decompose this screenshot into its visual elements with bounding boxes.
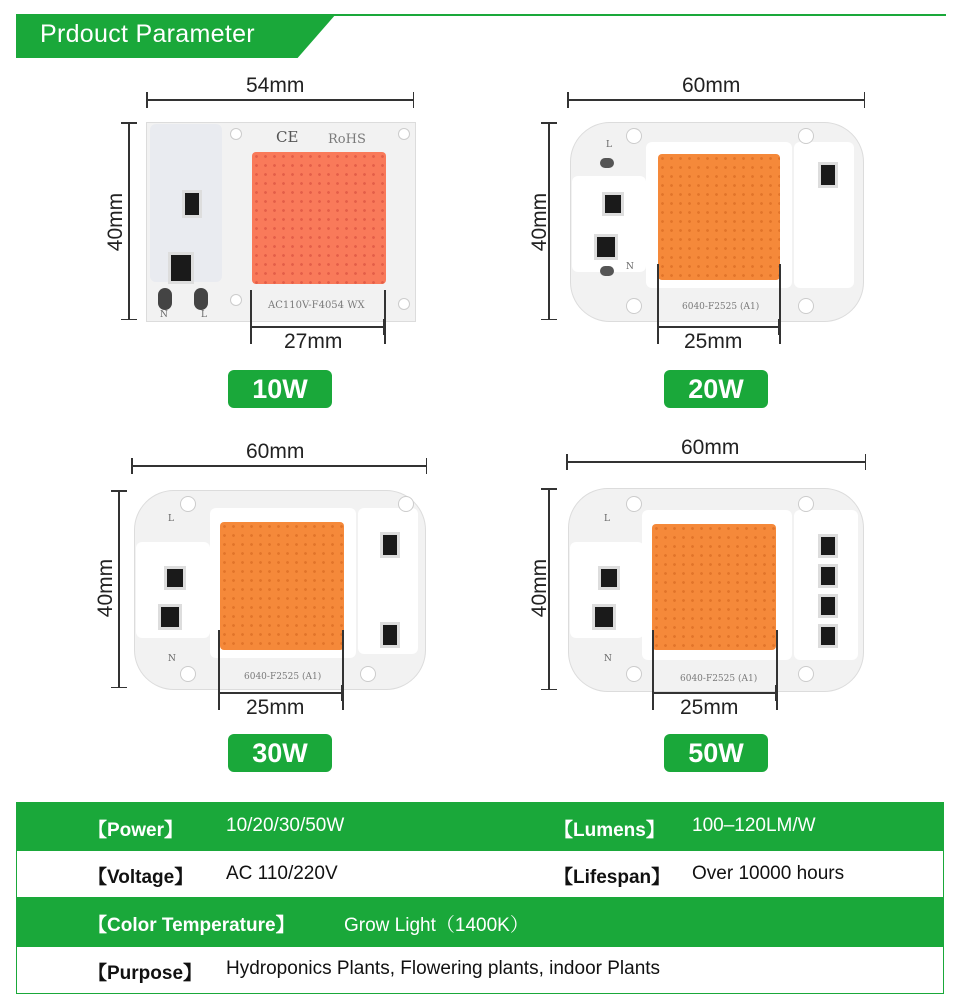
board-code: 6040-F2525 (A1) [680, 674, 758, 684]
mounting-hole [798, 496, 814, 512]
terminal-l: L [201, 310, 207, 320]
lifespan-value: Over 10000 hours [692, 863, 845, 884]
width-dimension-line [566, 461, 866, 463]
color-temperature-value: Grow Light（1400K） [344, 915, 529, 936]
board-code: 6040-F2525 (A1) [244, 672, 322, 682]
led-chip [658, 154, 780, 280]
voltage-value: AC 110/220V [226, 863, 338, 884]
component [818, 594, 838, 618]
height-label: 40mm [104, 192, 127, 252]
component [182, 190, 202, 218]
terminal-n: N [160, 310, 168, 320]
height-label: 40mm [528, 192, 551, 252]
watt-badge: 10W [228, 370, 332, 408]
width-dimension-line [131, 465, 427, 467]
chip-dimension-line [657, 326, 779, 328]
lumens-value: 100–120LM/W [692, 815, 816, 836]
mounting-hole [798, 666, 814, 682]
width-label: 54mm [246, 74, 305, 97]
height-dimension-line [118, 490, 120, 688]
purpose-label: 【Purpose】 [88, 963, 203, 984]
board-code: AC110V-F4054 WX [268, 300, 365, 311]
component [818, 162, 838, 188]
chip-size-label: 25mm [246, 696, 305, 719]
width-label: 60mm [246, 440, 305, 463]
solder-pad [600, 158, 614, 168]
terminal-l: L [606, 140, 612, 150]
terminal-l: L [168, 514, 174, 524]
terminal-n: N [168, 654, 176, 664]
chip-dimension-line [218, 692, 342, 694]
height-label: 40mm [94, 558, 117, 618]
component [168, 252, 194, 284]
terminal-n: N [604, 654, 612, 664]
terminal-n: N [626, 262, 634, 272]
solder-pad [194, 288, 208, 310]
chip-size-label: 25mm [680, 696, 739, 719]
mounting-hole [230, 128, 242, 140]
component [818, 534, 838, 558]
chip-dim-tick [384, 290, 386, 344]
component [158, 604, 182, 630]
chip-dim-tick [779, 264, 781, 344]
chip-size-label: 27mm [284, 330, 343, 353]
board-code: 6040-F2525 (A1) [682, 302, 760, 312]
chip-dim-tick [250, 290, 252, 344]
mounting-hole [626, 298, 642, 314]
mounting-hole [626, 496, 642, 512]
mounting-hole [798, 128, 814, 144]
chip-dimension-line [652, 692, 776, 694]
mounting-hole [360, 666, 376, 682]
component [598, 566, 620, 590]
voltage-label: 【Voltage】 [88, 867, 194, 888]
component [818, 624, 838, 648]
mounting-hole [398, 496, 414, 512]
chip-dimension-line [250, 326, 384, 328]
component [594, 234, 618, 260]
rohs-mark: RoHS [328, 132, 366, 147]
purpose-value: Hydroponics Plants, Flowering plants, indoor Plants [226, 958, 661, 979]
mounting-hole [230, 294, 242, 306]
width-label: 60mm [682, 74, 741, 97]
width-label: 60mm [681, 436, 740, 459]
width-dimension-line [567, 99, 865, 101]
mounting-hole [180, 666, 196, 682]
mounting-hole [180, 496, 196, 512]
watt-badge: 30W [228, 734, 332, 772]
watt-badge: 20W [664, 370, 768, 408]
ce-mark: CE [276, 128, 299, 146]
led-chip [220, 522, 344, 650]
chip-dim-tick [342, 630, 344, 710]
component [818, 564, 838, 588]
mounting-hole [798, 298, 814, 314]
chip-size-label: 25mm [684, 330, 743, 353]
solder-pad [158, 288, 172, 310]
mounting-hole [398, 128, 410, 140]
led-chip [252, 152, 386, 284]
power-label: 【Power】 [88, 820, 184, 841]
height-dimension-line [128, 122, 130, 320]
component [380, 622, 400, 648]
watt-badge: 50W [664, 734, 768, 772]
lifespan-label: 【Lifespan】 [554, 867, 671, 888]
color-temperature-label: 【Color Temperature】 [88, 915, 295, 936]
lumens-label: 【Lumens】 [554, 820, 665, 841]
mounting-hole [626, 666, 642, 682]
component [380, 532, 400, 558]
width-dimension-line [146, 99, 414, 101]
component [592, 604, 616, 630]
led-chip [652, 524, 776, 650]
header-rule [320, 14, 946, 16]
terminal-l: L [604, 514, 610, 524]
mounting-hole [398, 298, 410, 310]
power-value: 10/20/30/50W [226, 815, 345, 836]
mounting-hole [626, 128, 642, 144]
solder-pad [600, 266, 614, 276]
chip-dim-tick [776, 630, 778, 710]
height-label: 40mm [528, 558, 551, 618]
component [164, 566, 186, 590]
page-title: Prdouct Parameter [40, 20, 255, 48]
component [602, 192, 624, 216]
